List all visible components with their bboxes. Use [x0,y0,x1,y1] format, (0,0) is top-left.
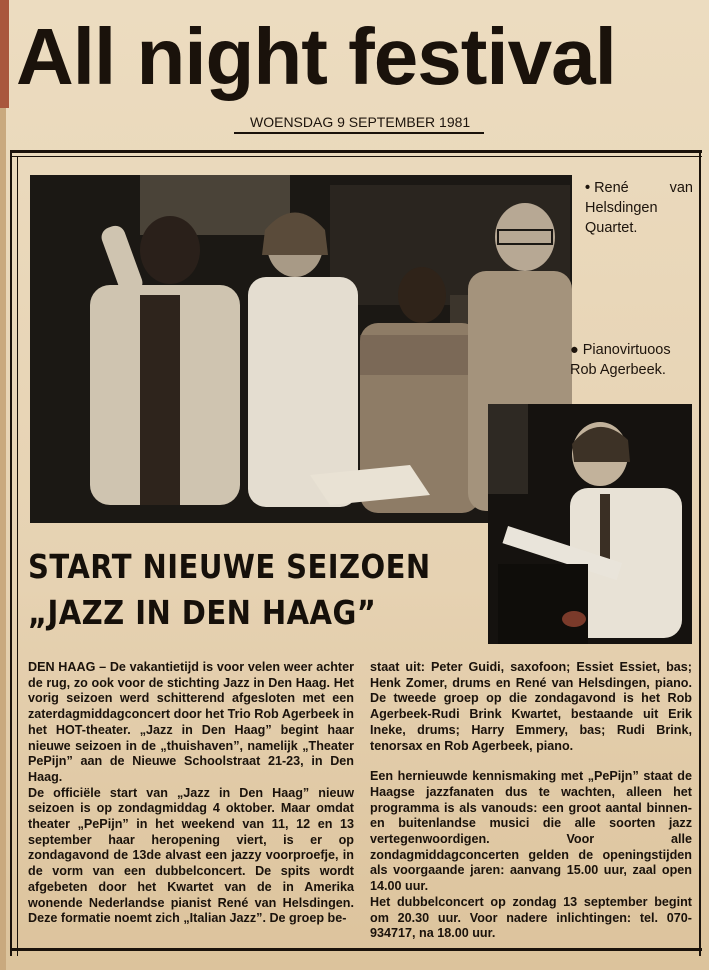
pianist-caption [570,340,670,380]
article-headline-line1: START NIEUWE SEIZOEN [28,547,431,586]
article-paragraph: Een hernieuwde kennismaking met „PePijn” staat de Haagse jazzfanaten dus te wachten, alleen het programma is als vanouds: een groot aantal binnen- en buitenlandse musici die alle soorten jazz vertegenwoordigen. Voor alle zondagmiddagconcerten gelden de openingstijden als voorgaande jaren: aanvang 15.00 uur, zaal open 14.00 uur. [370,769,692,894]
article-frame-right [699,150,701,956]
quartet-caption-text: René van Helsdingen Quartet. [585,180,693,236]
pianist-photo [488,404,692,644]
caption-bullet-icon: ● [570,342,579,358]
masthead-title: All night festival [16,12,616,101]
article-frame-left [10,150,12,956]
caption-bullet-icon: • [585,180,591,196]
publication-date: WOENSDAG 9 SEPTEMBER 1981 [250,114,471,130]
torn-edge [0,0,9,108]
article-headline [28,544,431,636]
dateline [234,114,484,134]
quartet-caption [585,178,693,238]
article-paragraph: De officiële start van „Jazz in Den Haag” nieuw seizoen is op zondagmiddag 4 oktober. Maar omdat theater „PePijn” in het weekend van 11, 12 en 13 september haar heropening viert, is er op zondagavond de 13de alvast een jazzy voorproefje, in de vorm van een dubbelconcert. De spits wordt afgebeten door het Kwartet van de in Amerika wonende Nederlandse pianist René van Helsdingen. Deze formatie noemt zich „Italian Jazz”. De groep be- [28,785,354,926]
paragraph-spacer [370,754,692,769]
article-left-column [28,660,354,927]
article-right-column [370,660,692,942]
dateline-rule [234,132,484,134]
article-headline-line2: „JAZZ IN DEN HAAG” [28,593,377,632]
article-paragraph: DEN HAAG – De vakantietijd is voor velen weer achter de rug, zo ook voor de stichting Jazz in Den Haag. Het vorig seizoen werd schitterend afgesloten met een zaterdagmiddagconcert door het Trio Rob Agerbeek in het HOT-theater. „Jazz in Den Haag” begint haar nieuwe seizoen in de „thuishaven”, namelijk „Theater PePijn” aan de Nieuwe Schoolstraat 21-23, in Den Haag. [28,660,354,784]
article-paragraph: staat uit: Peter Guidi, saxofoon; Essiet Essiet, bas; Henk Zomer, drums en René van Helsdingen, piano. De tweede groep op die zondagavond is het Rob Agerbeek-Rudi Brink Kwartet, bestaande uit Erik Ineke, drums; Harry Emmery, bas; Rudi Brink, tenorsax en Rob Agerbeek, piano. [370,660,692,753]
article-paragraph: Het dubbelconcert op zondag 13 september begint om 20.30 uur. Voor nadere inlichtingen: tel. 070-934717, na 18.00 uur. [370,894,692,941]
article-frame-inner-top [10,156,702,157]
article-frame-bottom [10,948,702,951]
pianist-caption-text: Pianovirtuoos Rob Agerbeek. [570,342,671,378]
article-frame-top [10,150,702,153]
article-frame-left-inner [17,156,18,956]
pianist-photo-illustration [488,404,692,644]
